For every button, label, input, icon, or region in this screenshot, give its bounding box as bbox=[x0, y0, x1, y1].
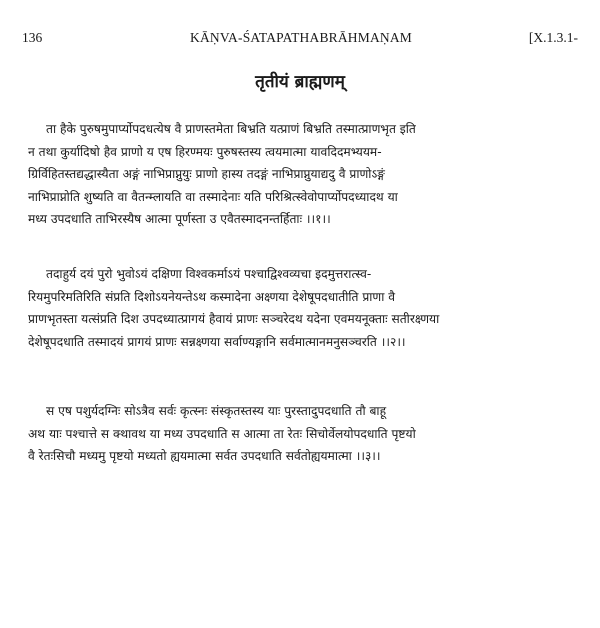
text-line: प्राणभृतस्ता यत्संप्रति दिश उपदध्यात्प्रागयं हैवायं प्राणः सञ्चरेदथ यदेना एवमयनूक्ताः सतीरक्ष्णया bbox=[28, 312, 440, 326]
text-line: रियमुपरिमतिरिति संप्रति दिशोऽयनेयन्तेऽथ कस्मादेना अक्ष्णया देशेषूपदधातीति प्राणा वै bbox=[28, 289, 396, 304]
text-line: ता हैके पुरुषमुपार्प्योपदधत्येष वै प्राणस्तमेता बिभ्रति यत्प्राणं बिभ्रति तस्मात्प्राणभृत इति bbox=[46, 122, 416, 136]
running-title: KĀṆVA-ŚATAPATHABRĀHMAṆAM bbox=[190, 30, 413, 45]
text-line: न तथा कुर्यादिषो हैव प्राणो य एष हिरण्मयः पुरुषस्तस्य त्वयमात्मा यावदिदमभ्ययम- bbox=[28, 144, 382, 159]
text-line: अथ याः पश्चात्ते स क्थावथ या मध्य उपदधाति स आत्मा ता रेतः सिचोर्वेलयोपदधाति पृष्टयो bbox=[28, 426, 416, 441]
text-line: नाभिप्राप्नोति शुष्यति वा वैतन्म्लायति वा तस्मादेनाः यति परिश्रित्स्वेवोपार्प्योपदध्यादथ या bbox=[28, 189, 398, 204]
section-reference: [X.1.3.1- bbox=[528, 30, 578, 45]
text-line: स एष पशुर्यदग्निः सोऽत्रैव सर्वः कृत्स्नः संस्कृतस्तस्य याः पुरस्तादुपदधाति तौ बाहू bbox=[46, 404, 387, 418]
paragraph-1 bbox=[28, 118, 576, 231]
text-line: मध्य उपदधाति ताभिरस्यैष आत्मा पूर्णस्ता उ एवैतस्मादनन्तर्हिताः ।।१।। bbox=[28, 212, 331, 226]
page-header bbox=[22, 30, 578, 50]
chapter-heading: तृतीयं ब्राह्मणम् bbox=[255, 72, 345, 92]
text-line: देशेषूपदधाति तस्मादयं प्रागयं प्राणः सन्नक्ष्णया सर्वाण्यङ्गानि सर्वमात्मानमनुसञ्चरति ।।२।। bbox=[28, 334, 406, 349]
text-line: तदाहुर्य दयं पुरो भुवोऽयं दक्षिणा विश्वकर्माऽयं पश्चाद्विश्वव्यचा इदमुत्तरात्स्व- bbox=[46, 267, 372, 281]
page-number: 136 bbox=[22, 30, 43, 45]
text-line: वै रेतःसिचौ मध्यमु पृष्टयो मध्यतो ह्ययमात्मा सर्वत उपदधाति सर्वतोह्ययमात्मा ।।३।। bbox=[28, 449, 381, 463]
paragraph-3 bbox=[28, 400, 576, 468]
paragraph-2 bbox=[28, 263, 576, 353]
text-line: ग्रिर्विहितस्तद्यद्धास्यैता अङ्गं नाभिप्राप्नुयुः प्राणो हास्य तदङ्गं नाभिप्राप्नुयाद्यदु वै प्राणोऽङ्गं bbox=[28, 167, 385, 181]
